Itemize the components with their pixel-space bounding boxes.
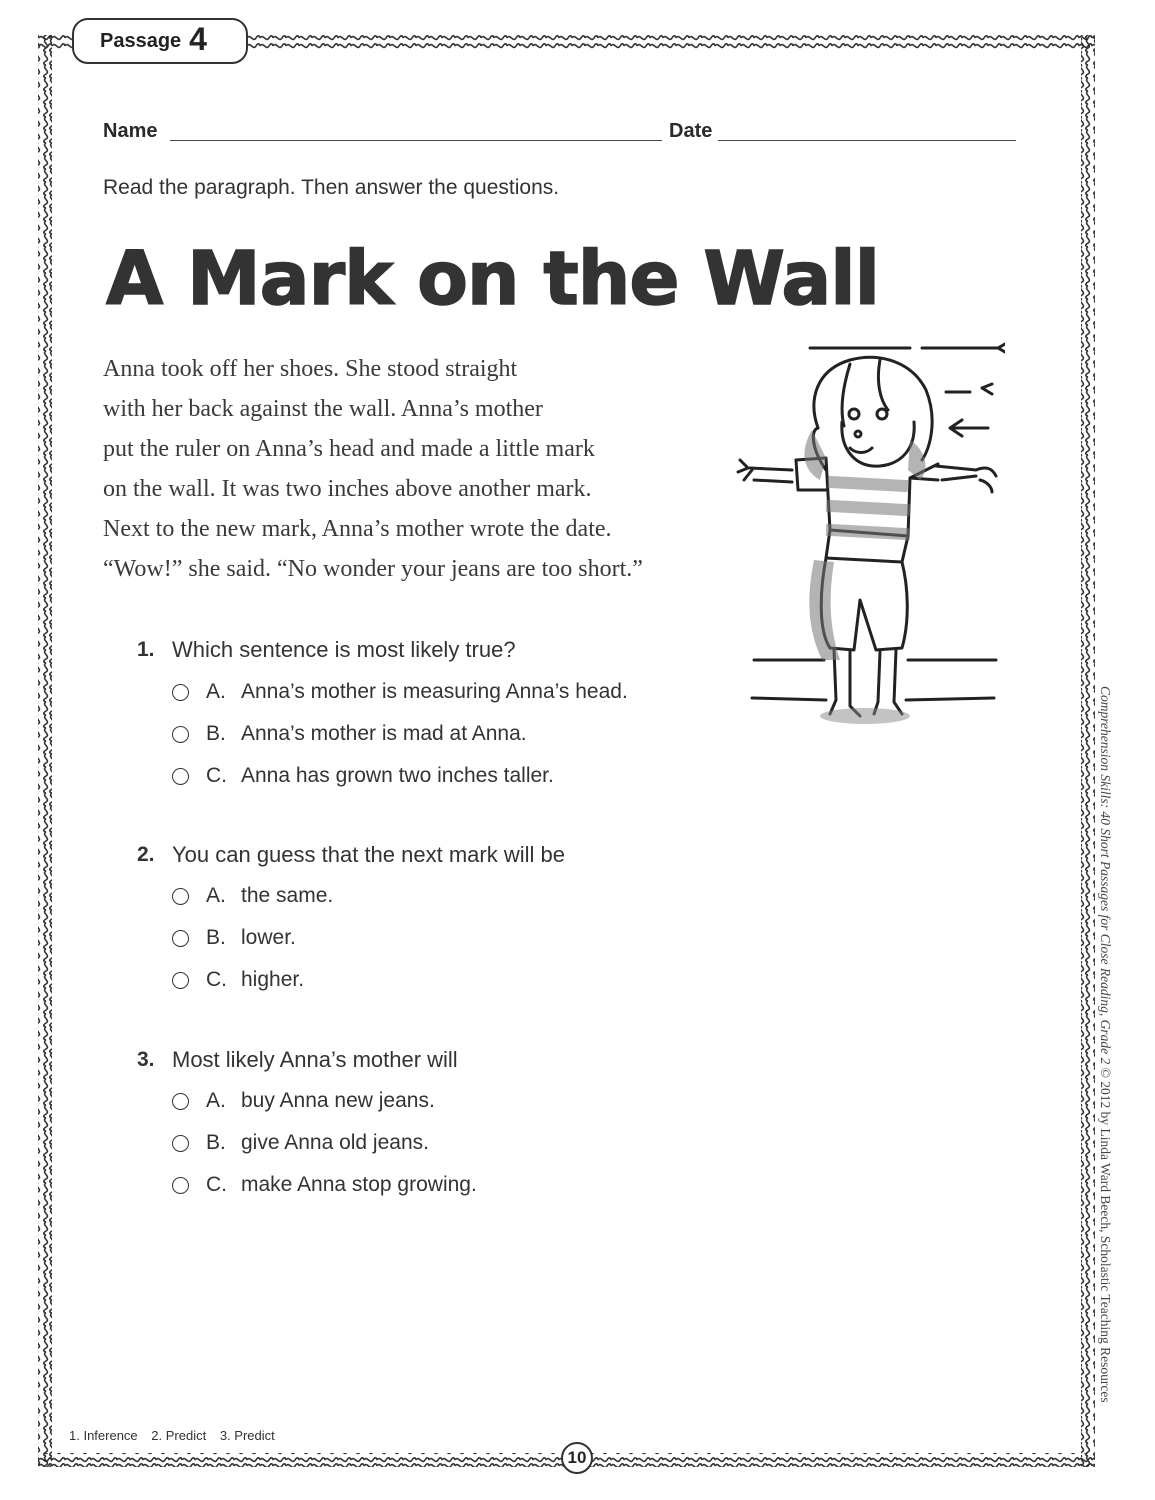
paragraph-line: put the ruler on Anna’s head and made a little mark bbox=[103, 436, 595, 462]
answer-radio[interactable] bbox=[172, 1093, 189, 1110]
answer-radio[interactable] bbox=[172, 1135, 189, 1152]
copyright-text: © 2012 by Linda Ward Beech, Scholastic Teaching Resources bbox=[1098, 1064, 1113, 1403]
date-label: Date bbox=[669, 120, 713, 142]
option-text: higher. bbox=[241, 968, 305, 991]
book-title: Comprehension Skills: 40 Short Passages for Close Reading, Grade 2 bbox=[1098, 686, 1113, 1065]
option-text: buy Anna new jeans. bbox=[241, 1089, 435, 1112]
question-text: Most likely Anna’s mother will bbox=[172, 1047, 458, 1072]
passage-label: Passage bbox=[100, 29, 182, 52]
option-letter: A. bbox=[206, 1089, 226, 1112]
answer-radio[interactable] bbox=[172, 768, 189, 785]
question-text: Which sentence is most likely true? bbox=[172, 637, 516, 662]
paragraph-line: Anna took off her shoes. She stood straight bbox=[103, 356, 518, 382]
answer-radio[interactable] bbox=[172, 726, 189, 743]
option-text: lower. bbox=[241, 926, 296, 949]
question-number: 1. bbox=[137, 638, 155, 661]
answer-radio[interactable] bbox=[172, 1177, 189, 1194]
option-letter: C. bbox=[206, 764, 227, 787]
answer-radio[interactable] bbox=[172, 684, 189, 701]
paragraph-line: on the wall. It was two inches above another mark. bbox=[103, 476, 592, 502]
skills-footer bbox=[69, 1428, 285, 1443]
answer-radio[interactable] bbox=[172, 972, 189, 989]
page-title: A Mark on the Wall bbox=[106, 236, 880, 322]
option-text: make Anna stop growing. bbox=[241, 1173, 477, 1196]
paragraph-line: “Wow!” she said. “No wonder your jeans are too short.” bbox=[103, 556, 643, 582]
option-text: the same. bbox=[241, 884, 334, 907]
paragraph-line: with her back against the wall. Anna’s mother bbox=[103, 396, 543, 422]
question-number: 3. bbox=[137, 1048, 155, 1071]
answer-radio[interactable] bbox=[172, 930, 189, 947]
copyright-credit bbox=[1097, 686, 1113, 1403]
passage-number: 4 bbox=[189, 20, 207, 57]
skill-label: 1. Inference bbox=[69, 1428, 138, 1443]
skill-label: 3. Predict bbox=[219, 1428, 275, 1443]
option-letter: C. bbox=[206, 1173, 227, 1196]
question-number: 2. bbox=[137, 843, 155, 866]
page-number: 10 bbox=[561, 1442, 593, 1474]
option-letter: B. bbox=[206, 1131, 226, 1154]
option-text: Anna’s mother is mad at Anna. bbox=[241, 722, 527, 745]
skill-label: 2. Predict bbox=[151, 1428, 207, 1443]
option-letter: A. bbox=[206, 884, 226, 907]
question-text: You can guess that the next mark will be bbox=[172, 842, 565, 867]
passage-tab bbox=[72, 18, 248, 64]
paragraph-line: Next to the new mark, Anna’s mother wrote the date. bbox=[103, 516, 612, 542]
option-letter: B. bbox=[206, 926, 226, 949]
instructions: Read the paragraph. Then answer the questions. bbox=[103, 176, 560, 199]
option-text: Anna has grown two inches taller. bbox=[241, 764, 554, 787]
name-field[interactable] bbox=[170, 140, 662, 141]
option-text: Anna’s mother is measuring Anna’s head. bbox=[241, 680, 628, 703]
option-letter: A. bbox=[206, 680, 226, 703]
answer-radio[interactable] bbox=[172, 888, 189, 905]
option-text: give Anna old jeans. bbox=[241, 1131, 429, 1154]
option-letter: C. bbox=[206, 968, 227, 991]
girl-measuring-height-illustration bbox=[730, 330, 1005, 750]
name-label: Name bbox=[103, 120, 158, 142]
date-field[interactable] bbox=[718, 140, 1016, 141]
option-letter: B. bbox=[206, 722, 226, 745]
